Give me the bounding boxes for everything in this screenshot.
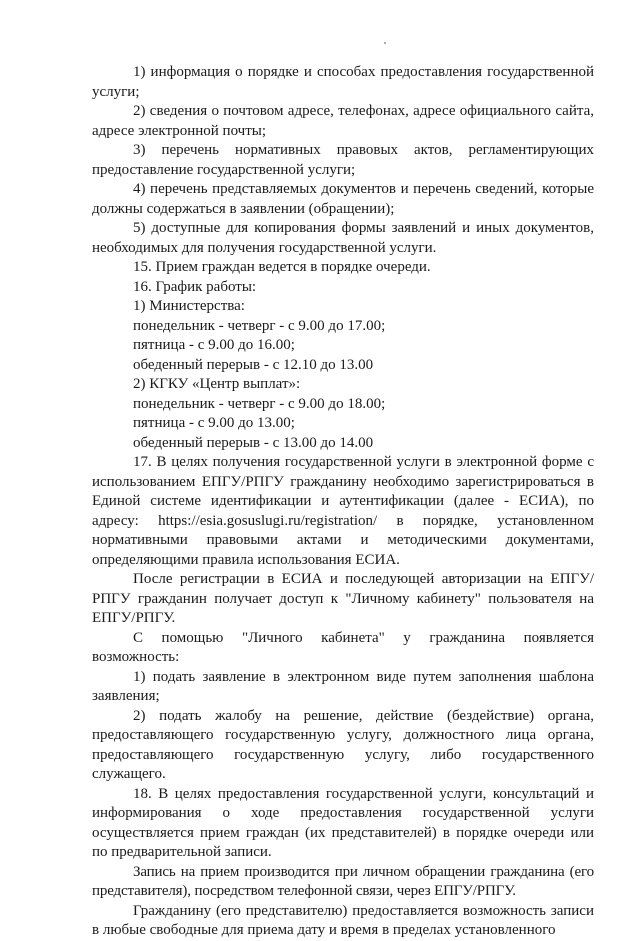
paragraph-appointment: Запись на прием производится при личном обращении гражданина (его представителя), посредством телефонной связи, через ЕПГУ/РПГУ.	[92, 863, 594, 899]
schedule-center-heading: 2) КГКУ «Центр выплат»:	[133, 376, 301, 392]
paragraph-submit-complaint: 2) подать жалобу на решение, действие (бездействие) органа, предоставляющего государственную услугу, должностного лица органа, предоставляющего государственную услугу, либо государственного служащего.	[92, 707, 594, 782]
schedule-ministry-friday: пятница - с 9.00 до 16.00;	[133, 337, 295, 353]
scan-speck	[384, 42, 386, 44]
paragraph-16-schedule: 16. График работы:	[133, 278, 257, 295]
schedule-ministry-lunch: обеденный перерыв - с 12.10 до 13.00	[133, 356, 374, 373]
schedule-center-mon-thu: понедельник - четверг - с 9.00 до 18.00;	[133, 395, 386, 412]
schedule-ministry-heading: 1) Министерства:	[133, 298, 245, 314]
schedule-ministry-mon-thu: понедельник - четверг - с 9.00 до 17.00;	[133, 317, 386, 334]
paragraph-legal-acts: 3) перечень нормативных правовых актов, регламентирующих предоставление государственной услуги;	[92, 142, 594, 178]
schedule-center-friday: пятница - с 9.00 до 13.00;	[133, 415, 295, 431]
schedule-center-lunch: обеденный перерыв - с 13.00 до 14.00	[133, 434, 374, 451]
paragraph-15-queue: 15. Прием граждан ведется в порядке очереди.	[133, 259, 431, 275]
paragraph-forms: 5) доступные для копирования формы заявлений и иных документов, необходимых для получения государственной услуги.	[92, 220, 594, 256]
paragraph-documents-list: 4) перечень представляемых документов и перечень сведений, которые должны содержаться в заявлении (обращении);	[92, 181, 594, 217]
paragraph-18-consultations: 18. В целях предоставления государственной услуги, консультаций и информирования о ходе предоставления государственной услуги осуществляется прием граждан (их представителей) в порядке очереди или по предварительной записи.	[92, 785, 594, 860]
paragraph-after-registration: После регистрации в ЕСИА и последующей авторизации на ЕПГУ/РПГУ гражданин получает доступ к "Личному кабинету" пользователя на ЕПГУ/РПГУ.	[92, 571, 594, 626]
paragraph-info-order: 1) информация о порядке и способах предоставления государственной услуги;	[92, 64, 594, 100]
paragraph-personal-account: С помощью "Личного кабинета" у гражданина появляется возможность:	[92, 629, 594, 665]
paragraph-submit-application: 1) подать заявление в электронном виде путем заполнения шаблона заявления;	[92, 668, 594, 704]
paragraph-contacts: 2) сведения о почтовом адресе, телефонах, адресе официального сайта, адресе электронной почты;	[92, 103, 594, 139]
paragraph-17-esia: 17. В целях получения государственной услуги в электронной форме с использованием ЕПГУ/РПГУ гражданину необходимо зарегистрироваться в Единой системе идентификации и аутентификации (далее - ЕСИА), по адресу: https://esia.gosuslugi.ru/registration/ в порядке, установленном нормативными правовыми актами и методическими документами, определяющими правила использования ЕСИА.	[92, 454, 594, 568]
paragraph-appointment-choice: Гражданину (его представителю) предоставляется возможность записи в любые свободные для приема дату и время в пределах установленного	[92, 902, 594, 938]
document-page	[92, 63, 594, 941]
